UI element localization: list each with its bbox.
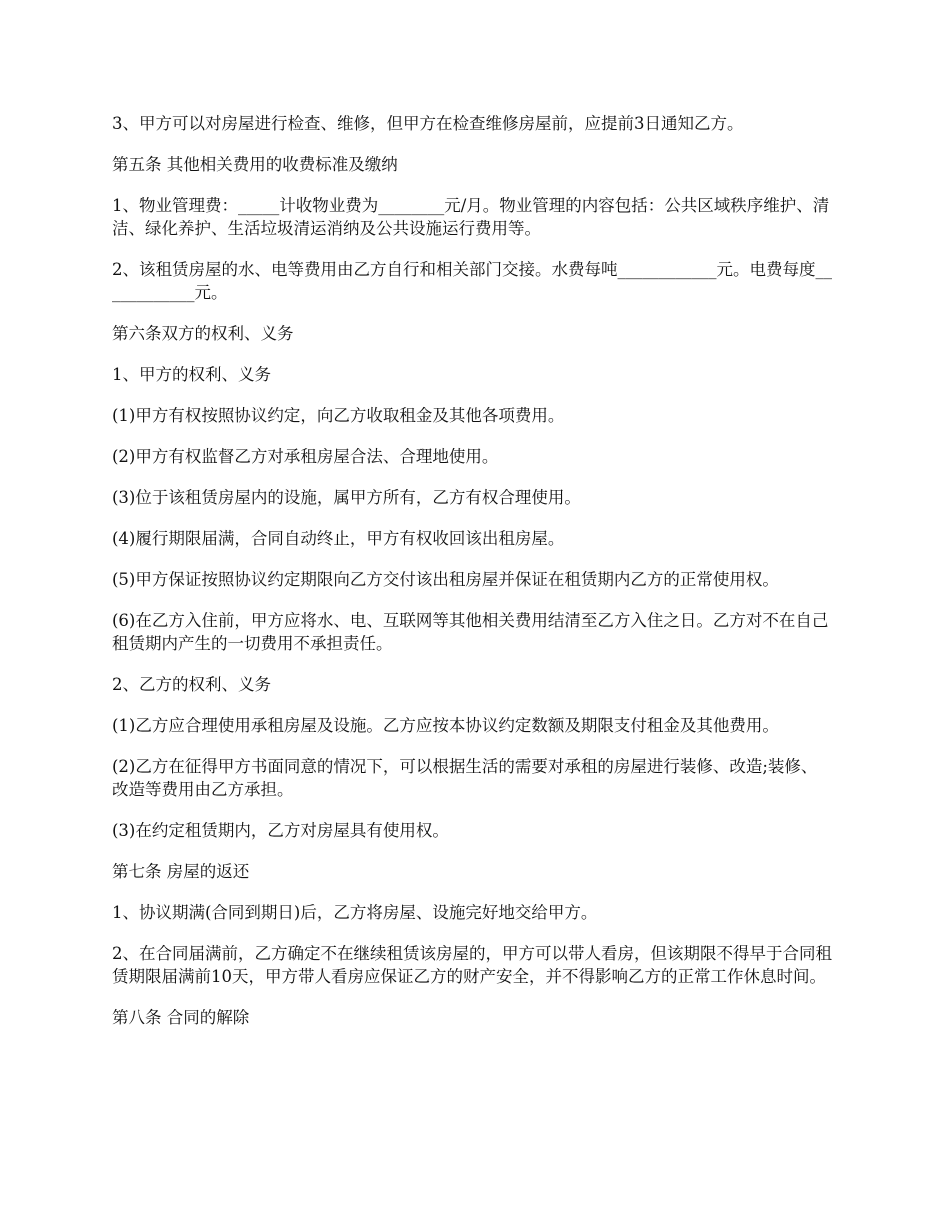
article-8-heading: 第八条 合同的解除 <box>112 1008 250 1027</box>
article-6-heading: 第六条双方的权利、义务 <box>112 324 294 343</box>
article-5-item-2: 2、该租赁房屋的水、电等费用由乙方自行和相关部门交接。水费每吨____________元。电费每度____________元。 <box>112 260 832 302</box>
article-7-heading: 第七条 房屋的返还 <box>112 862 250 881</box>
article-7-item-2: 2、在合同届满前，乙方确定不在继续租赁该房屋的，甲方可以带人看房，但该期限不得早于合同租赁期限届满前10天，甲方带人看房应保证乙方的财产安全，并不得影响乙方的正常工作休息时间。 <box>112 944 832 986</box>
article-5-item-1: 1、物业管理费：_____计收物业费为________元/月。物业管理的内容包括：公共区域秩序维护、清洁、绿化养护、生活垃圾清运消纳及公共设施运行费用等。 <box>112 196 830 238</box>
party-a-right-6: (6)在乙方入住前，甲方应将水、电、互联网等其他相关费用结清至乙方入住之日。乙方对不在自己租赁期内产生的一切费用不承担责任。 <box>112 611 829 653</box>
party-a-right-5: (5)甲方保证按照协议约定期限向乙方交付该出租房屋并保证在租赁期内乙方的正常使用权。 <box>112 570 779 589</box>
party-b-right-2: (2)乙方在征得甲方书面同意的情况下，可以根据生活的需要对承租的房屋进行装修、改造;装修、改造等费用由乙方承担。 <box>112 757 818 799</box>
document-body <box>112 112 832 1047</box>
clause-5-3: 3、甲方可以对房屋进行检查、维修，但甲方在检查维修房屋前，应提前3日通知乙方。 <box>112 114 744 133</box>
party-b-right-1: (1)乙方应合理使用承租房屋及设施。乙方应按本协议约定数额及期限支付租金及其他费用。 <box>112 716 779 735</box>
article-5-heading: 第五条 其他相关费用的收费标准及缴纳 <box>112 155 398 174</box>
party-a-right-4: (4)履行期限届满，合同自动终止，甲方有权收回该出租房屋。 <box>112 529 565 548</box>
party-a-rights-heading: 1、甲方的权利、义务 <box>112 365 271 384</box>
article-7-item-1: 1、协议期满(合同到期日)后，乙方将房屋、设施完好地交给甲方。 <box>112 903 598 922</box>
party-a-right-1: (1)甲方有权按照协议约定，向乙方收取租金及其他各项费用。 <box>112 406 565 425</box>
party-a-right-2: (2)甲方有权监督乙方对承租房屋合法、合理地使用。 <box>112 447 499 466</box>
party-a-right-3: (3)位于该租赁房屋内的设施，属甲方所有，乙方有权合理使用。 <box>112 488 581 507</box>
party-b-rights-heading: 2、乙方的权利、义务 <box>112 675 271 694</box>
party-b-right-3: (3)在约定租赁期内，乙方对房屋具有使用权。 <box>112 821 449 840</box>
